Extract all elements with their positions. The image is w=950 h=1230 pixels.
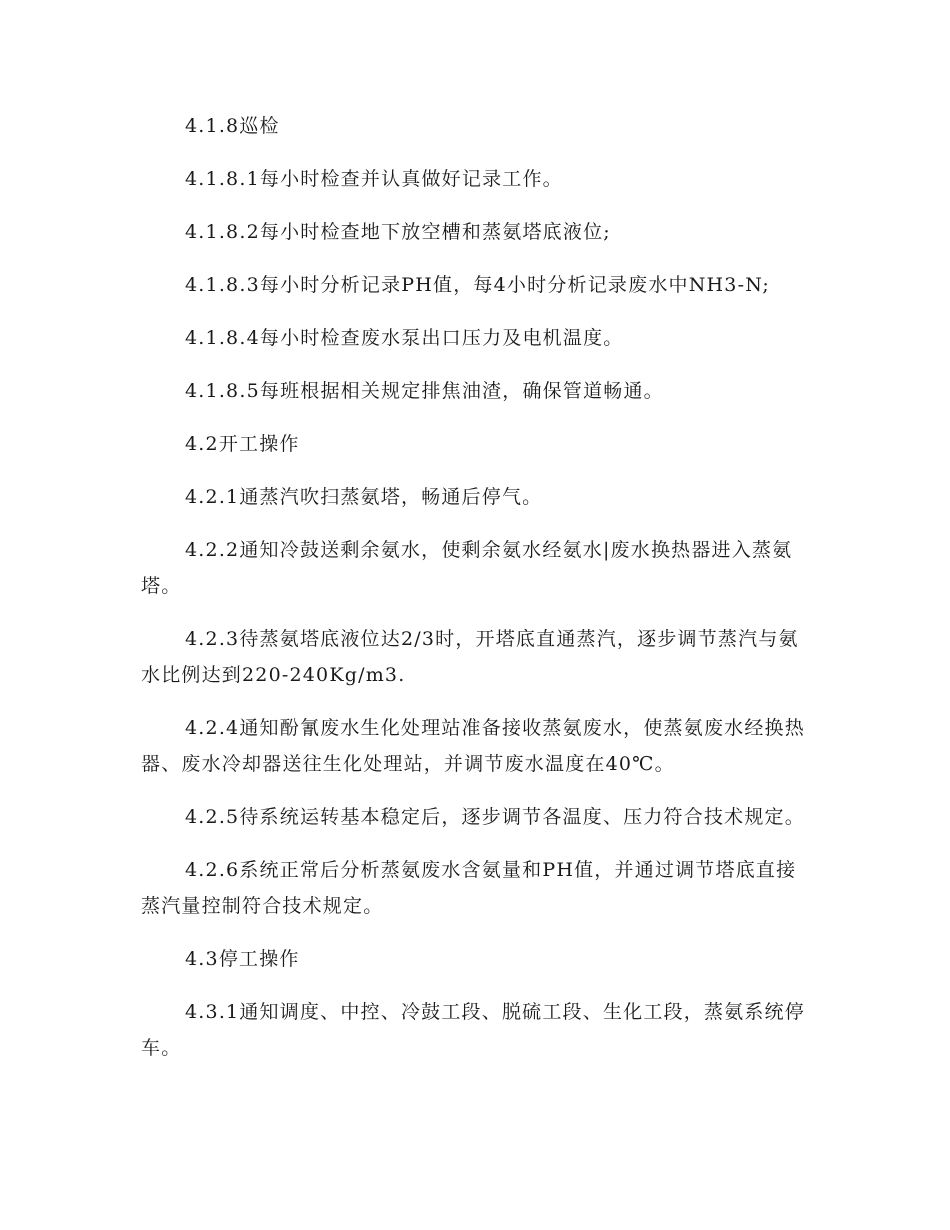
paragraph-4-2-4: 4.2.4通知酚氰废水生化处理站准备接收蒸氨废水，使蒸氨废水经换热器、废水冷却器送往生化处理站，并调节废水温度在40℃。: [141, 717, 805, 775]
paragraph-4-2-3: 4.2.3待蒸氨塔底液位达2/3时，开塔底直通蒸汽，逐步调节蒸汽与氨水比例达到220-240Kg/m3.: [141, 628, 799, 686]
section-heading-4-2: 4.2开工操作: [185, 433, 300, 455]
section-heading-4-1-8: 4.1.8巡检: [185, 115, 280, 137]
paragraph-4-1-8-5: 4.1.8.5每班根据相关规定排焦油渣，确保管道畅通。: [185, 380, 664, 402]
paragraph-4-1-8-2: 4.1.8.2每小时检查地下放空槽和蒸氨塔底液位;: [185, 221, 611, 243]
paragraph-4-2-2: 4.2.2通知冷鼓送剩余氨水，使剩余氨水经氨水|废水换热器进入蒸氨塔。: [141, 539, 793, 597]
paragraph-4-2-6: 4.2.6系统正常后分析蒸氨废水含氨量和PH值，并通过调节塔底直接蒸汽量控制符合技术规定。: [141, 859, 797, 917]
paragraph-4-1-8-1: 4.1.8.1每小时检查并认真做好记录工作。: [185, 168, 563, 190]
paragraph-4-2-5: 4.2.5待系统运转基本稳定后，逐步调节各温度、压力符合技术规定。: [185, 806, 805, 828]
document-body: [141, 108, 813, 1066]
paragraph-4-1-8-3: 4.1.8.3每小时分析记录PH值，每4小时分析记录废水中NH3-N;: [185, 274, 770, 296]
paragraph-4-2-1: 4.2.1通蒸汽吹扫蒸氨塔，畅通后停气。: [185, 486, 543, 508]
paragraph-4-3-1: 4.3.1通知调度、中控、冷鼓工段、脱硫工段、生化工段，蒸氨系统停车。: [141, 1001, 805, 1059]
section-heading-4-3: 4.3停工操作: [185, 948, 300, 970]
paragraph-4-1-8-4: 4.1.8.4每小时检查废水泵出口压力及电机温度。: [185, 327, 624, 349]
